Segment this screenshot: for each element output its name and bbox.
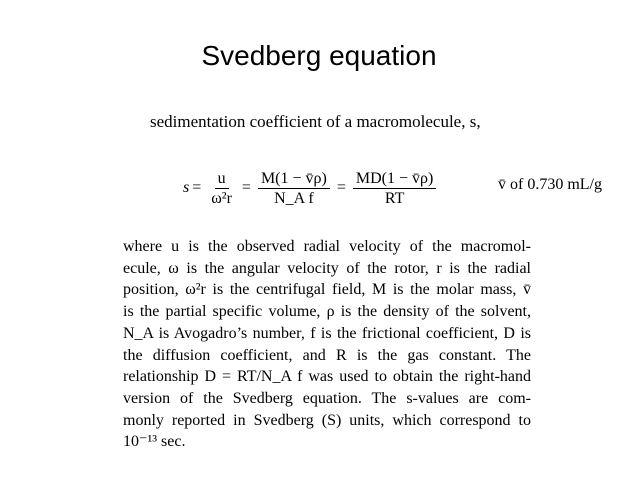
svedberg-equation [183,158,440,218]
paragraph-line: N_A is Avogadro’s number, f is the frictional coefficient, D is [123,324,531,342]
paragraph-line: monly reported in Svedberg (S) units, which correspond to [123,411,531,429]
fraction-velocity-numerator: u [215,169,229,189]
paragraph-line: position, ω²r is the centrifugal field, M is the molar mass, v̄ [123,281,531,299]
intro-text: sedimentation coefficient of a macromolecule, s, [150,112,481,131]
equals-sign-1: = [192,179,202,196]
paragraph-line: is the partial specific volume, ρ is the density of the solvent, [123,303,531,321]
equals-sign-2: = [241,179,251,196]
fraction-friction-denominator: N_A f [274,189,314,207]
fraction-friction-numerator: M(1 − v̄ρ) [258,169,330,189]
slide-title: Svedberg equation [201,40,437,71]
equals-sign-3: = [336,179,346,196]
fraction-velocity [208,169,235,208]
fraction-diffusion-numerator: MD(1 − v̄ρ) [353,169,436,189]
partial-specific-volume-note: v̄ of 0.730 mL/g [498,176,602,193]
definitions-paragraph [123,236,531,453]
equation-lhs: s [183,179,190,196]
paragraph-line: 10⁻¹³ sec. [123,433,186,451]
fraction-velocity-denominator: ω²r [211,189,232,207]
paragraph-line: the diffusion coefficient, and R is the gas constant. The [123,346,531,364]
fraction-diffusion [353,169,436,208]
fraction-friction [258,169,330,208]
paragraph-line: relationship D = RT/N_A f was used to obtain the right-hand [123,368,531,386]
fraction-diffusion-denominator: RT [384,189,405,207]
paragraph-line: ecule, ω is the angular velocity of the rotor, r is the radial [123,259,531,277]
paragraph-line: version of the Svedberg equation. The s-values are com- [123,389,531,407]
paragraph-line: where u is the observed radial velocity of the macromol- [123,238,531,255]
